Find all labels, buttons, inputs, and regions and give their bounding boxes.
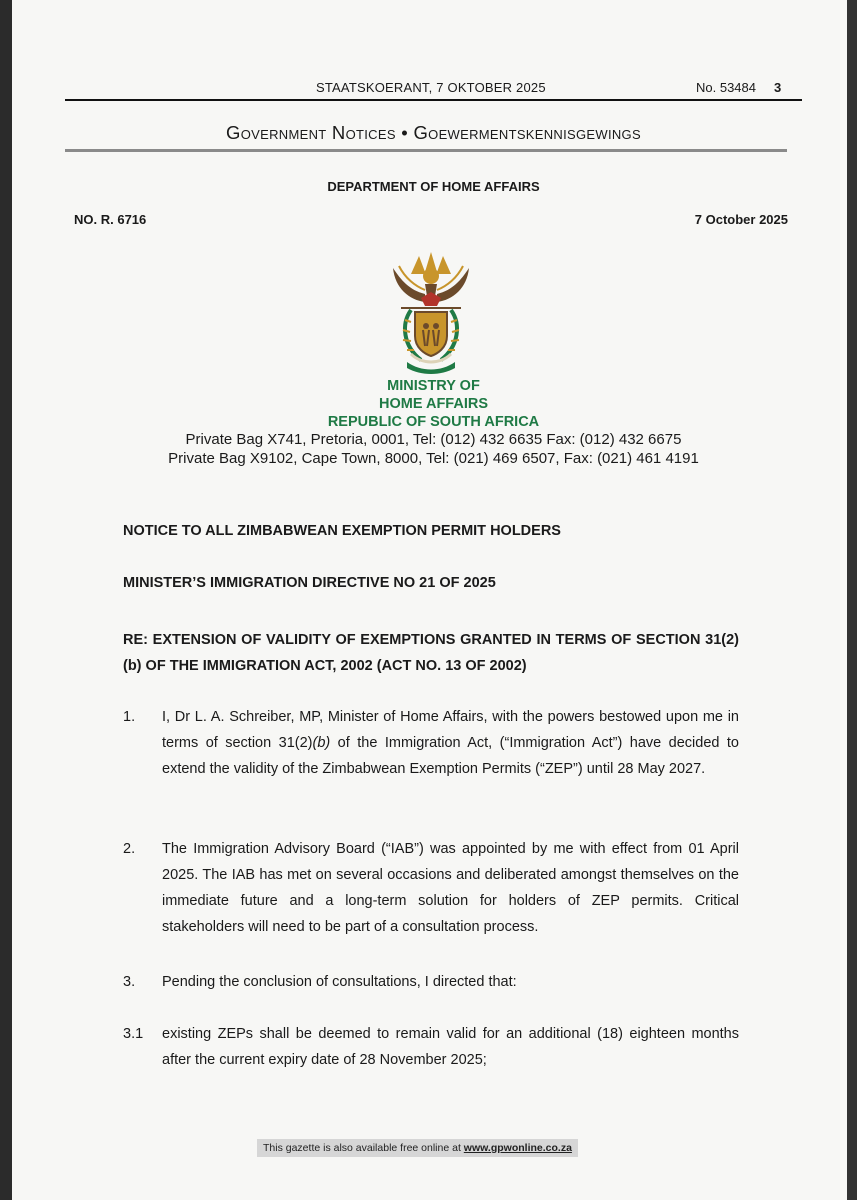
department-name: DEPARTMENT OF HOME AFFAIRS	[327, 179, 540, 194]
section-heading-afrikaans: Goewermentskennisgewings	[413, 122, 641, 143]
paragraph-2	[123, 836, 739, 940]
gazette-page	[12, 0, 847, 1200]
address-line-cape-town: Private Bag X9102, Cape Town, 8000, Tel: (021) 469 6507, Fax: (021) 461 4191	[168, 450, 699, 467]
paragraph-text: existing ZEPs shall be deemed to remain valid for an additional (18) eighteen months after the current expiry date of 28 November 2025;	[162, 1026, 739, 1068]
section-heading	[65, 122, 802, 144]
paragraph-text-part: I, Dr L. A. Schreiber, MP, Minister of Home Affairs, with the powers bestowed upon me in terms of section 31(2)	[162, 709, 739, 751]
address-block	[65, 430, 802, 468]
re-heading: RE: EXTENSION OF VALIDITY OF EXEMPTIONS GRANTED IN TERMS OF SECTION 31(2)(b) OF THE IMMIGRATION ACT, 2002 (ACT NO. 13 OF 2002)	[123, 632, 739, 674]
gazette-number: No. 53484	[696, 80, 756, 95]
section-heading-bullet: •	[401, 122, 409, 143]
ministry-line-2: HOME AFFAIRS	[378, 396, 489, 412]
document-viewer-frame-left	[0, 0, 12, 1200]
ministry-line-1: MINISTRY OF	[387, 378, 480, 394]
coat-of-arms-icon	[381, 250, 481, 375]
paragraph-text: The Immigration Advisory Board (“IAB”) was appointed by me with effect from 01 April 2025. The IAB has met on several occasions and deliberated amongst themselves on the immediate future and a long-term solution for holders of ZEP permits. Critical stakeholders will need to be part of a consultation process.	[162, 841, 739, 935]
paragraph-number: 3.	[123, 974, 136, 990]
directive-heading: MINISTER’S IMMIGRATION DIRECTIVE NO 21 OF 2025	[123, 575, 496, 591]
paragraph-3	[123, 969, 739, 995]
footer-note	[257, 1139, 578, 1157]
paragraph-3-1	[123, 1021, 739, 1073]
footer-link[interactable]: www.gpwonline.co.za	[463, 1142, 572, 1154]
notice-heading: NOTICE TO ALL ZIMBABWEAN EXEMPTION PERMIT HOLDERS	[123, 523, 561, 539]
running-head	[66, 78, 801, 96]
document-viewer-frame-right	[847, 0, 857, 1200]
paragraph-number: 2.	[123, 841, 136, 857]
paragraph-number: 1.	[123, 709, 136, 725]
paragraph-text: Pending the conclusion of consultations, I directed that:	[162, 974, 517, 990]
paragraph-1	[123, 704, 739, 782]
footer-text: This gazette is also available free online at	[263, 1142, 464, 1154]
header-rule	[65, 99, 802, 101]
ministry-line-3: REPUBLIC OF SOUTH AFRICA	[327, 414, 540, 430]
paragraph-text-italic: (b)	[312, 735, 331, 751]
section-heading-english: Government Notices	[226, 122, 396, 143]
paragraph-text-part: of the Immigration Act, (“Immigration Act”) have decided to extend the validity of the Zimbabwean Exemption Permits (“ZEP”) until 28 May 2027.	[162, 735, 739, 777]
ministry-block	[65, 377, 802, 431]
notice-number: NO. R. 6716	[74, 212, 147, 227]
paragraph-text	[162, 704, 739, 782]
page-number: 3	[774, 80, 782, 95]
address-line-pretoria: Private Bag X741, Pretoria, 0001, Tel: (012) 432 6635 Fax: (012) 432 6675	[185, 431, 682, 448]
notice-date: 7 October 2025	[694, 212, 788, 227]
gazette-title: STAATSKOERANT, 7 OKTOBER 2025	[316, 80, 546, 95]
section-rule	[65, 149, 787, 152]
paragraph-number: 3.1	[123, 1026, 144, 1042]
